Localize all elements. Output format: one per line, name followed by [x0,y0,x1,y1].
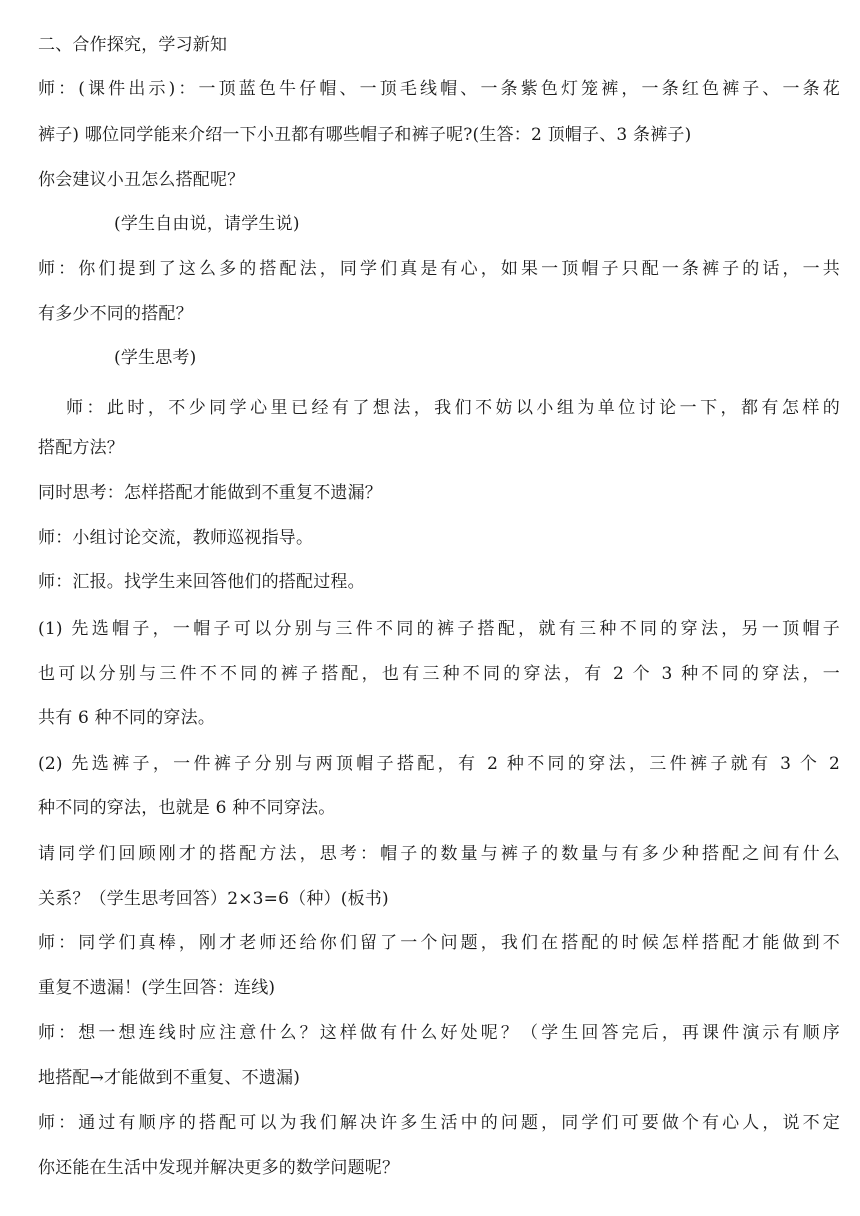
paragraph-line: 裤子) 哪位同学能来介绍一下小丑都有哪些帽子和裤子呢?(生答：2 顶帽子、3 条裤子) [38,125,692,145]
paragraph-line: 你还能在生活中发现并解决更多的数学问题呢？ [38,1158,400,1178]
paragraph-line: (1) 先选帽子，一帽子可以分别与三件不同的裤子搭配，就有三种不同的穿法，另一顶帽子 [38,619,840,639]
paragraph-line: 师：你们提到了这么多的搭配法，同学们真是有心，如果一顶帽子只配一条裤子的话，一共 [38,259,840,279]
paragraph-line: (学生自由说，请学生说) [114,214,300,234]
paragraph-line: 师：此时，不少同学心里已经有了想法，我们不妨以小组为单位讨论一下，都有怎样的 [66,398,840,418]
paragraph-line: (学生思考) [114,348,197,368]
paragraph-line: 同时思考：怎样搭配才能做到不重复不遗漏？ [38,483,382,503]
paragraph-line: 师：同学们真棒，刚才老师还给你们留了一个问题，我们在搭配的时候怎样搭配才能做到不 [38,933,840,953]
paragraph-line: 师：通过有顺序的搭配可以为我们解决许多生活中的问题，同学们可要做个有心人，说不定 [38,1113,840,1133]
paragraph-line: 也可以分别与三件不不同的裤子搭配，也有三种不同的穿法，有 2 个 3 种不同的穿法，一 [38,664,840,684]
section-heading: 二、合作探究，学习新知 [38,35,228,55]
paragraph-line: 师：小组讨论交流，教师巡视指导。 [38,528,314,548]
paragraph-line: 有多少不同的搭配？ [38,304,193,324]
paragraph-line: 重复不遗漏！(学生回答：连线) [38,978,276,998]
paragraph-line: 种不同的穿法，也就是 6 种不同穿法。 [38,798,336,818]
paragraph-line: 搭配方法？ [38,438,124,458]
paragraph-line: 你会建议小丑怎么搭配呢？ [38,170,245,190]
paragraph-line: 请同学们回顾刚才的搭配方法，思考：帽子的数量与裤子的数量与有多少种搭配之间有什么 [38,844,840,864]
paragraph-line: 师：汇报。找学生来回答他们的搭配过程。 [38,572,365,592]
paragraph-line: 师：想一想连线时应注意什么？这样做有什么好处呢？（学生回答完后，再课件演示有顺序 [38,1023,840,1043]
paragraph-line: 地搭配→才能做到不重复、不遗漏) [38,1068,301,1088]
paragraph-line: 关系？（学生思考回答）2×3=6（种）(板书) [38,889,389,909]
paragraph-line: 共有 6 种不同的穿法。 [38,708,216,728]
paragraph-line: (2) 先选裤子，一件裤子分别与两顶帽子搭配，有 2 种不同的穿法，三件裤子就有 3 个 2 [38,754,840,774]
paragraph-line: 师：(课件出示)：一顶蓝色牛仔帽、一顶毛线帽、一条紫色灯笼裤，一条红色裤子、一条花 [38,79,840,99]
